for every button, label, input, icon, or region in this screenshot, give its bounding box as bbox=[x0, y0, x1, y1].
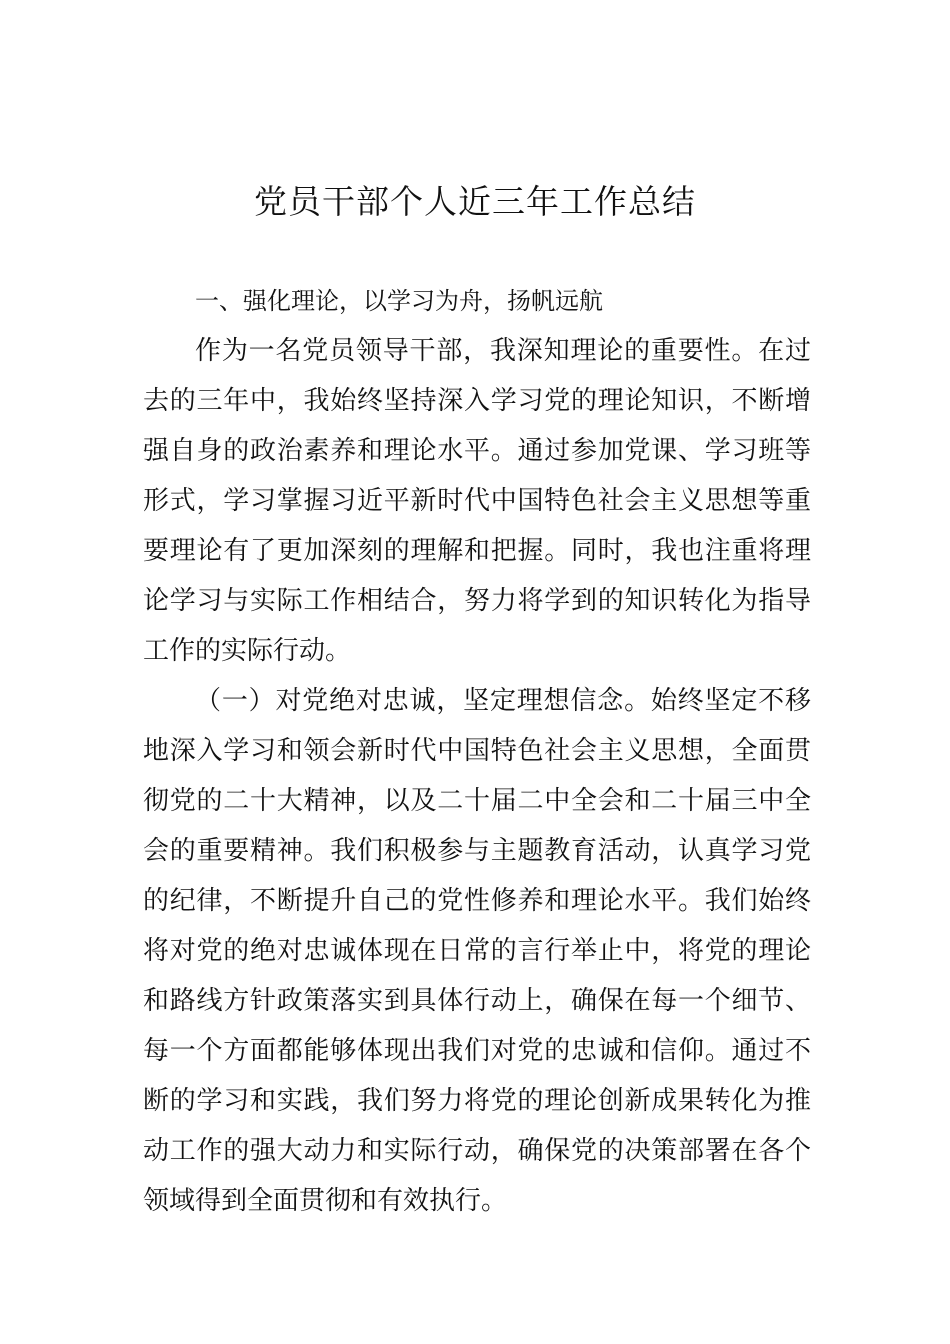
paragraph-theory: 作为一名党员领导干部，我深知理论的重要性。在过去的三年中，我始终坚持深入学习党的理论知识，不断增强自身的政治素养和理论水平。通过参加党课、学习班等形式，学习掌握习近平新时代中国特色社会主义思想等重要理论有了更加深刻的理解和把握。同时，我也注重将理论学习与实际工作相结合，努力将学到的知识转化为指导工作的实际行动。 bbox=[143, 336, 811, 666]
paragraph-loyalty: （一）对党绝对忠诚，坚定理想信念。始终坚定不移地深入学习和领会新时代中国特色社会主义思想，全面贯彻党的二十大精神，以及二十届二中全会和二十届三中全会的重要精神。我们积极参与主题教育活动，认真学习党的纪律，不断提升自己的党性修养和理论水平。我们始终将对党的绝对忠诚体现在日常的言行举止中，将党的理论和路线方针政策落实到具体行动上，确保在每一个细节、每一个方面都能够体现出我们对党的忠诚和信仰。通过不断的学习和实践，我们努力将党的理论创新成果转化为推动工作的强大动力和实际行动，确保党的决策部署在各个领域得到全面贯彻和有效执行。 bbox=[143, 686, 811, 1216]
document-body bbox=[143, 276, 811, 1226]
document-title: 党员干部个人近三年工作总结 bbox=[254, 182, 696, 221]
section-heading: 一、强化理论，以学习为舟，扬帆远航 bbox=[195, 287, 603, 315]
